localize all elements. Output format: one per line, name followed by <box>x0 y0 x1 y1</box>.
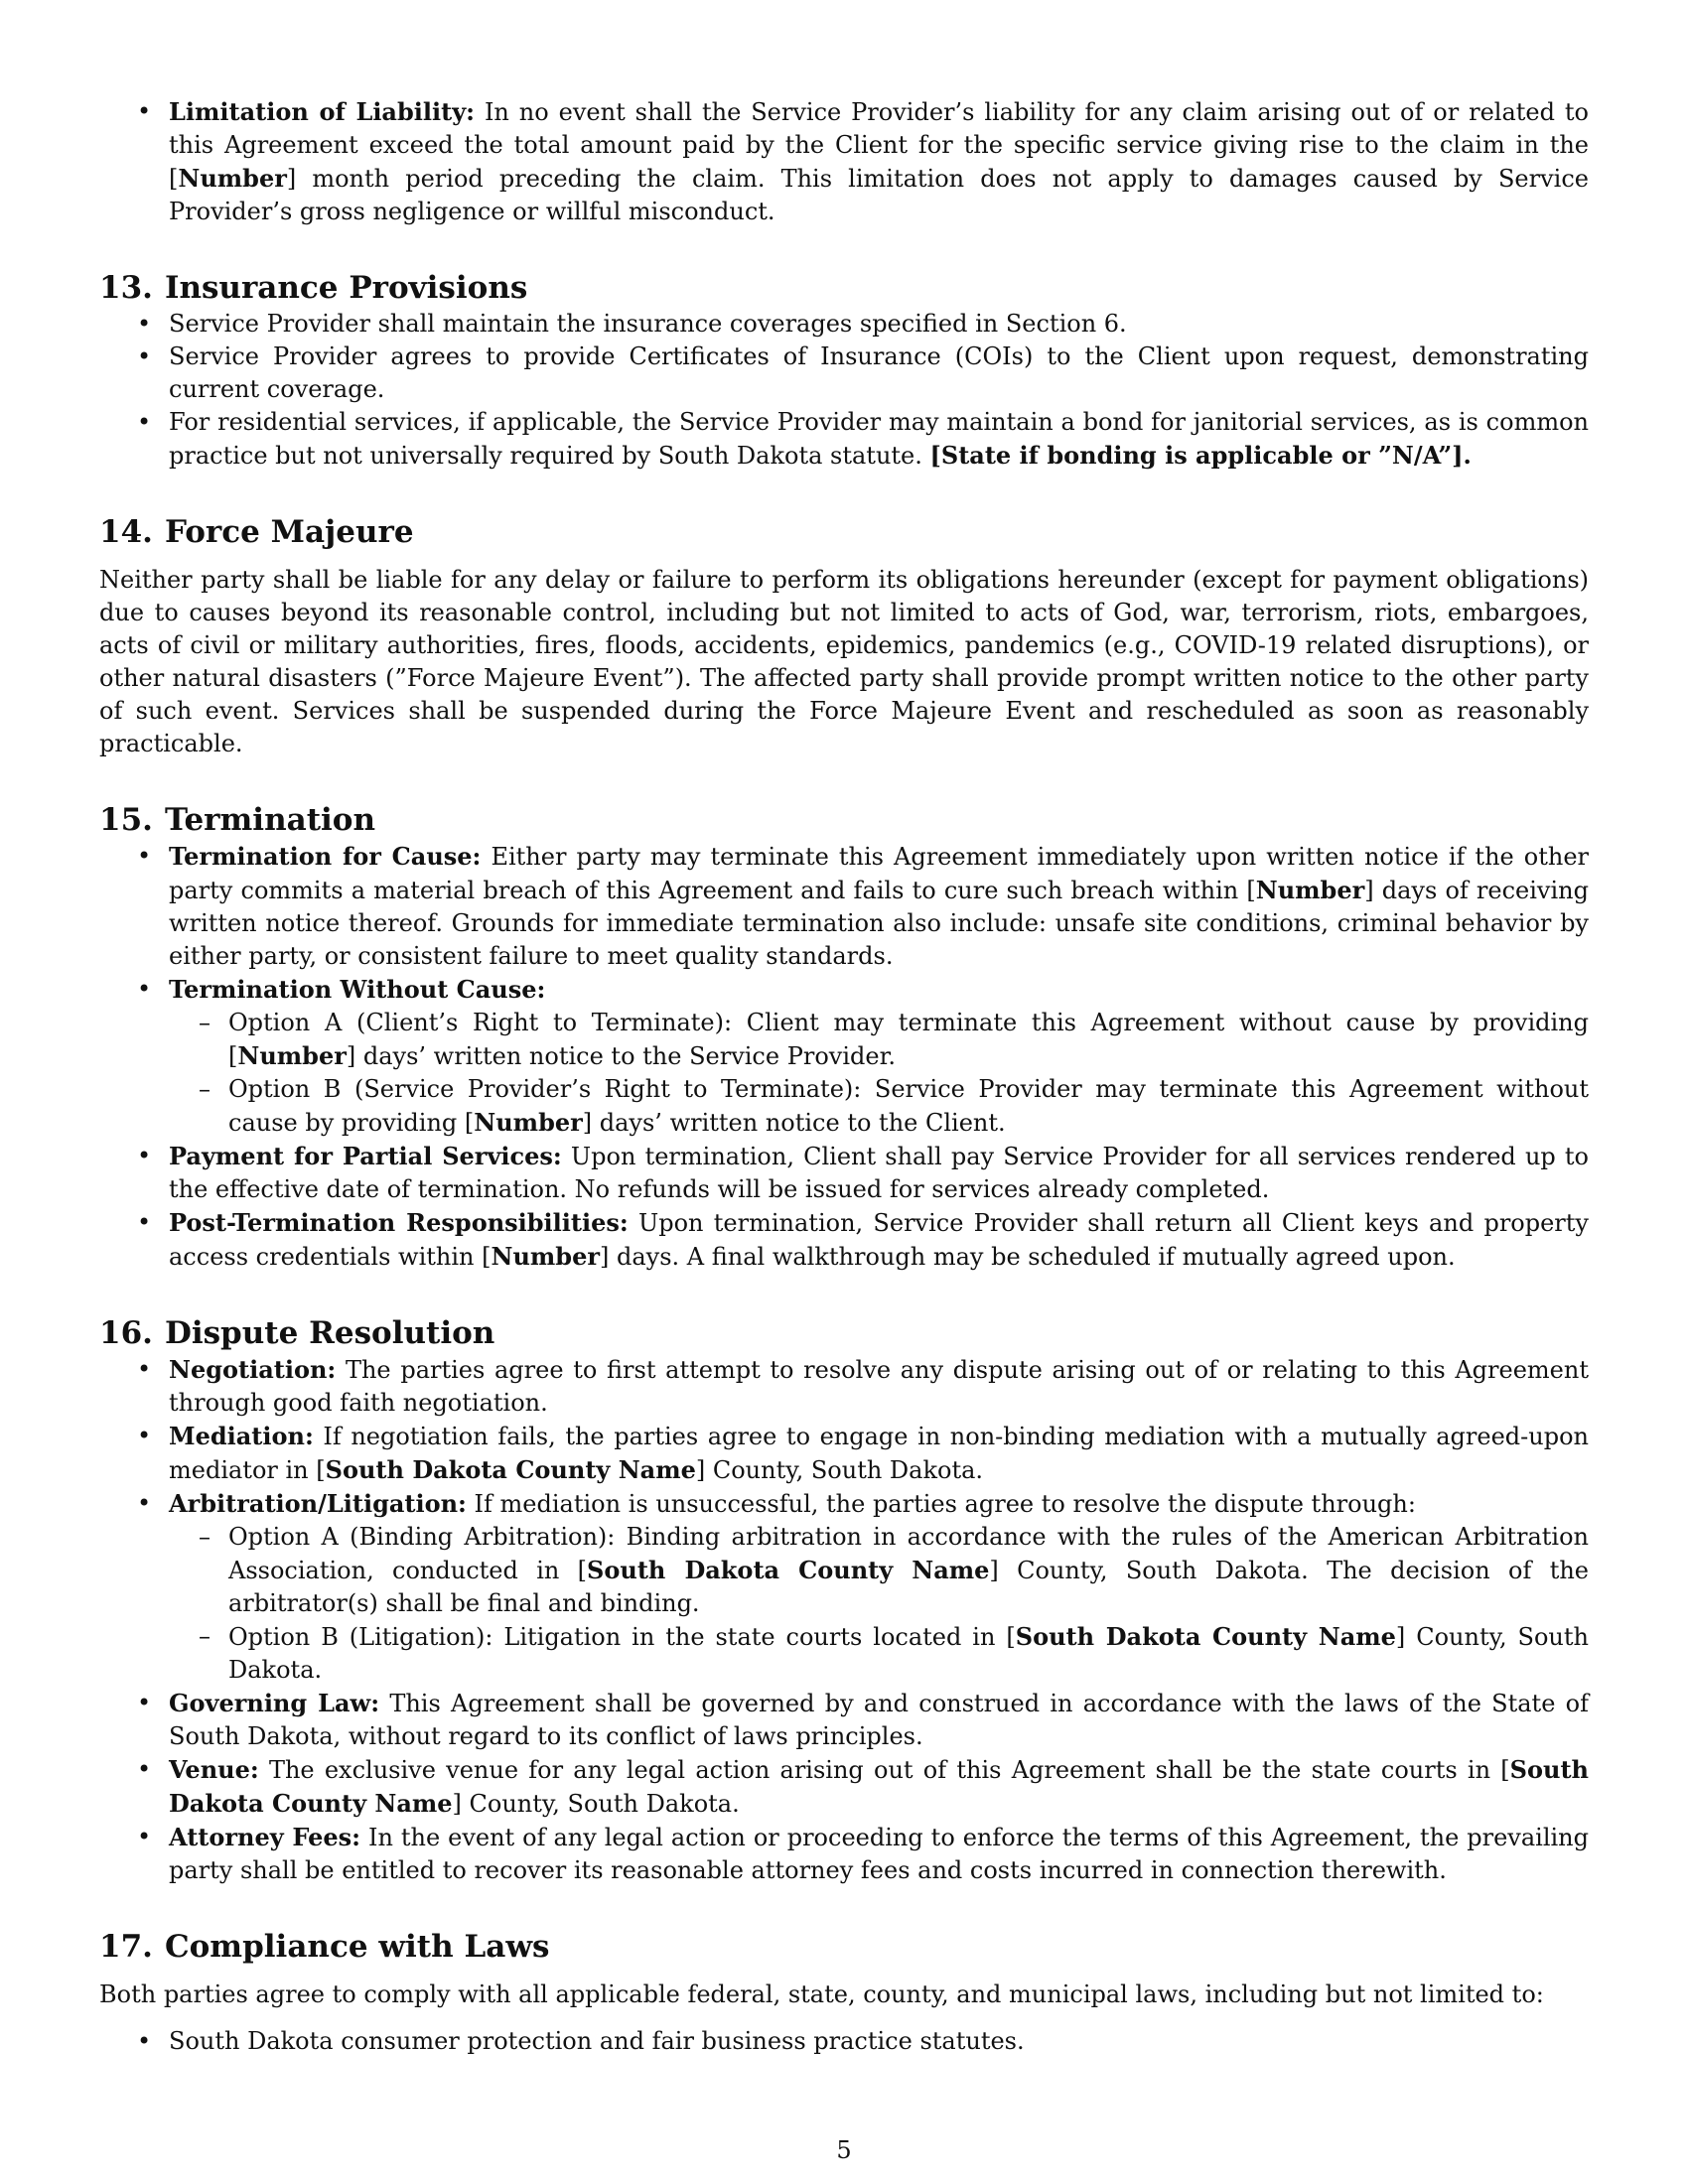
liability-list <box>99 95 1589 228</box>
placeholder: Number <box>1255 876 1365 904</box>
dispute-list <box>99 1353 1589 1887</box>
sub-list <box>169 1007 1589 1140</box>
term-label: Limitation of Liability: <box>169 97 476 126</box>
sub-list-item: – Option A (Client’s Right to Terminate): Client may terminate this Agreement without cause by providing [Number] days’ written notice to the Service Provider. <box>169 1007 1589 1073</box>
term-label: Negotiation: <box>169 1355 337 1384</box>
section-heading-15: 15. Termination <box>99 802 376 838</box>
placeholder: Number <box>237 1041 347 1070</box>
term-label: Termination for Cause: <box>169 842 482 871</box>
sub-list-item: – Option B (Service Provider’s Right to Terminate): Service Provider may terminate this Agreement without cause by providing [Number] days’ written notice to the Client. <box>169 1073 1589 1140</box>
placeholder: Number <box>474 1108 583 1137</box>
sub-list-item: – Option A (Binding Arbitration): Binding arbitration in accordance with the rules of the American Arbitration Association, conducted in [South Dakota County Name] County, South Dakota. The decision of the arbitrator(s) shall be final and binding. <box>169 1521 1589 1620</box>
list-item: • South Dakota consumer protection and fair business practice statutes. <box>99 2025 1589 2058</box>
compliance-intro: Both parties agree to comply with all applicable federal, state, county, and municipal laws, including but not limited to: <box>99 1980 1544 2008</box>
section-heading-17: 17. Compliance with Laws <box>99 1929 550 1965</box>
list-item-payment-partial-services: • Payment for Partial Services: Upon termination, Client shall pay Service Provider for all services rendered up to the effective date of termination. No refunds will be issued for services already completed. <box>99 1140 1589 1206</box>
placeholder: South Dakota County Name <box>587 1556 990 1584</box>
term-label: Arbitration/Litigation: <box>169 1489 467 1518</box>
term-label: Mediation: <box>169 1422 314 1450</box>
term-label: Post-Termination Responsibilities: <box>169 1208 629 1237</box>
section-heading-14: 14. Force Majeure <box>99 514 414 550</box>
placeholder: [State if bonding is applicable or ”N/A”]. <box>929 441 1472 470</box>
list-item: • Service Provider agrees to provide Certificates of Insurance (COIs) to the Client upon request, demonstrating current coverage. <box>99 341 1589 406</box>
list-item-venue: • Venue: The exclusive venue for any legal action arising out of this Agreement shall be the state courts in [South Dakota County Name] County, South Dakota. <box>99 1753 1589 1821</box>
page-number: 5 <box>836 2136 852 2164</box>
termination-list <box>99 840 1589 1274</box>
list-item-limitation-of-liability: • Limitation of Liability: In no event shall the Service Provider’s liability for any claim arising out of or related to this Agreement exceed the total amount paid by the Client for the specific service giving rise to the claim in the [Number] month period preceding the claim. This limitation does not apply to damages caused by Service Provider’s gross negligence or willful misconduct. <box>99 95 1589 228</box>
term-label: Payment for Partial Services: <box>169 1142 562 1170</box>
section-heading-16: 16. Dispute Resolution <box>99 1315 495 1351</box>
list-item-negotiation: • Negotiation: The parties agree to first attempt to resolve any dispute arising out of or relating to this Agreement through good faith negotiation. <box>99 1353 1589 1420</box>
placeholder: South Dakota County Name <box>325 1455 696 1484</box>
list-item-termination-without-cause <box>99 973 1589 1140</box>
placeholder: South Dakota County Name <box>1015 1622 1396 1651</box>
list-item-post-termination: • Post-Termination Responsibilities: Upon termination, Service Provider shall return all Client keys and property access credentials within [Number] days. A final walkthrough may be scheduled if mutually agreed upon. <box>99 1206 1589 1274</box>
placeholder: South Dakota County Name <box>169 1755 1589 1818</box>
term-label: Governing Law: <box>169 1689 380 1717</box>
list-item-arbitration-litigation: • Arbitration/Litigation: If mediation is unsuccessful, the parties agree to resolve the dispute through: – Option A (Binding Arbitration): Binding arbitration in accordance with the rules of the American Arbitration Association, conducted in [South Dakota County Name] County, South Dakota. The decision of the arbitrator(s) shall be final and binding. – Option B (Litigation): Litigation in the state courts located in [South Dakota County Name] County, South Dakota. <box>99 1487 1589 1687</box>
sub-list-item: – Option B (Litigation): Litigation in the state courts located in [South Dakota County Name] County, South Dakota. <box>169 1620 1589 1687</box>
list-item: • Service Provider shall maintain the insurance coverages specified in Section 6. <box>99 308 1589 341</box>
list-item-governing-law: • Governing Law: This Agreement shall be governed by and construed in accordance with the laws of the State of South Dakota, without regard to its conflict of laws principles. <box>99 1687 1589 1753</box>
insurance-list <box>99 308 1589 473</box>
term-label: Venue: <box>169 1755 259 1784</box>
document-page <box>99 95 1589 2058</box>
section-heading-13: 13. Insurance Provisions <box>99 270 528 306</box>
list-item-termination-for-cause: • Termination for Cause: Either party may terminate this Agreement immediately upon written notice if the other party commits a material breach of this Agreement and fails to cure such breach within [Number] days of receiving written notice thereof. Grounds for immediate termination also include: unsafe site conditions, criminal behavior by either party, or consistent failure to meet quality standards. <box>99 840 1589 973</box>
list-item-mediation: • Mediation: If negotiation fails, the parties agree to engage in non-binding mediation with a mutually agreed-upon mediator in [South Dakota County Name] County, South Dakota. <box>99 1420 1589 1487</box>
compliance-list <box>99 2025 1589 2058</box>
term-label: Termination Without Cause: <box>169 975 546 1004</box>
list-item-attorney-fees: • Attorney Fees: In the event of any legal action or proceeding to enforce the terms of this Agreement, the prevailing party shall be entitled to recover its reasonable attorney fees and costs incurred in connection therewith. <box>99 1821 1589 1887</box>
list-item: • For residential services, if applicable, the Service Provider may maintain a bond for janitorial services, as is common practice but not universally required by South Dakota statute. [State if bonding is applicable or ”N/A”]. <box>99 406 1589 473</box>
force-majeure-paragraph: Neither party shall be liable for any delay or failure to perform its obligations hereunder (except for payment obligations) due to causes beyond its reasonable control, including but not limited to acts of God, war, terrorism, riots, embargoes, acts of civil or military authorities, fires, floods, accidents, epidemics, pandemics (e.g., COVID-19 related disruptions), or other natural disasters (”Force Majeure Event”). The affected party shall provide prompt written notice to the other party of such event. Services shall be suspended during the Force Majeure Event and rescheduled as soon as reasonably practicable. <box>99 566 1589 757</box>
placeholder: Number <box>491 1242 600 1271</box>
placeholder: Number <box>178 164 287 193</box>
sub-list <box>169 1521 1589 1687</box>
term-label: Attorney Fees: <box>169 1823 361 1851</box>
